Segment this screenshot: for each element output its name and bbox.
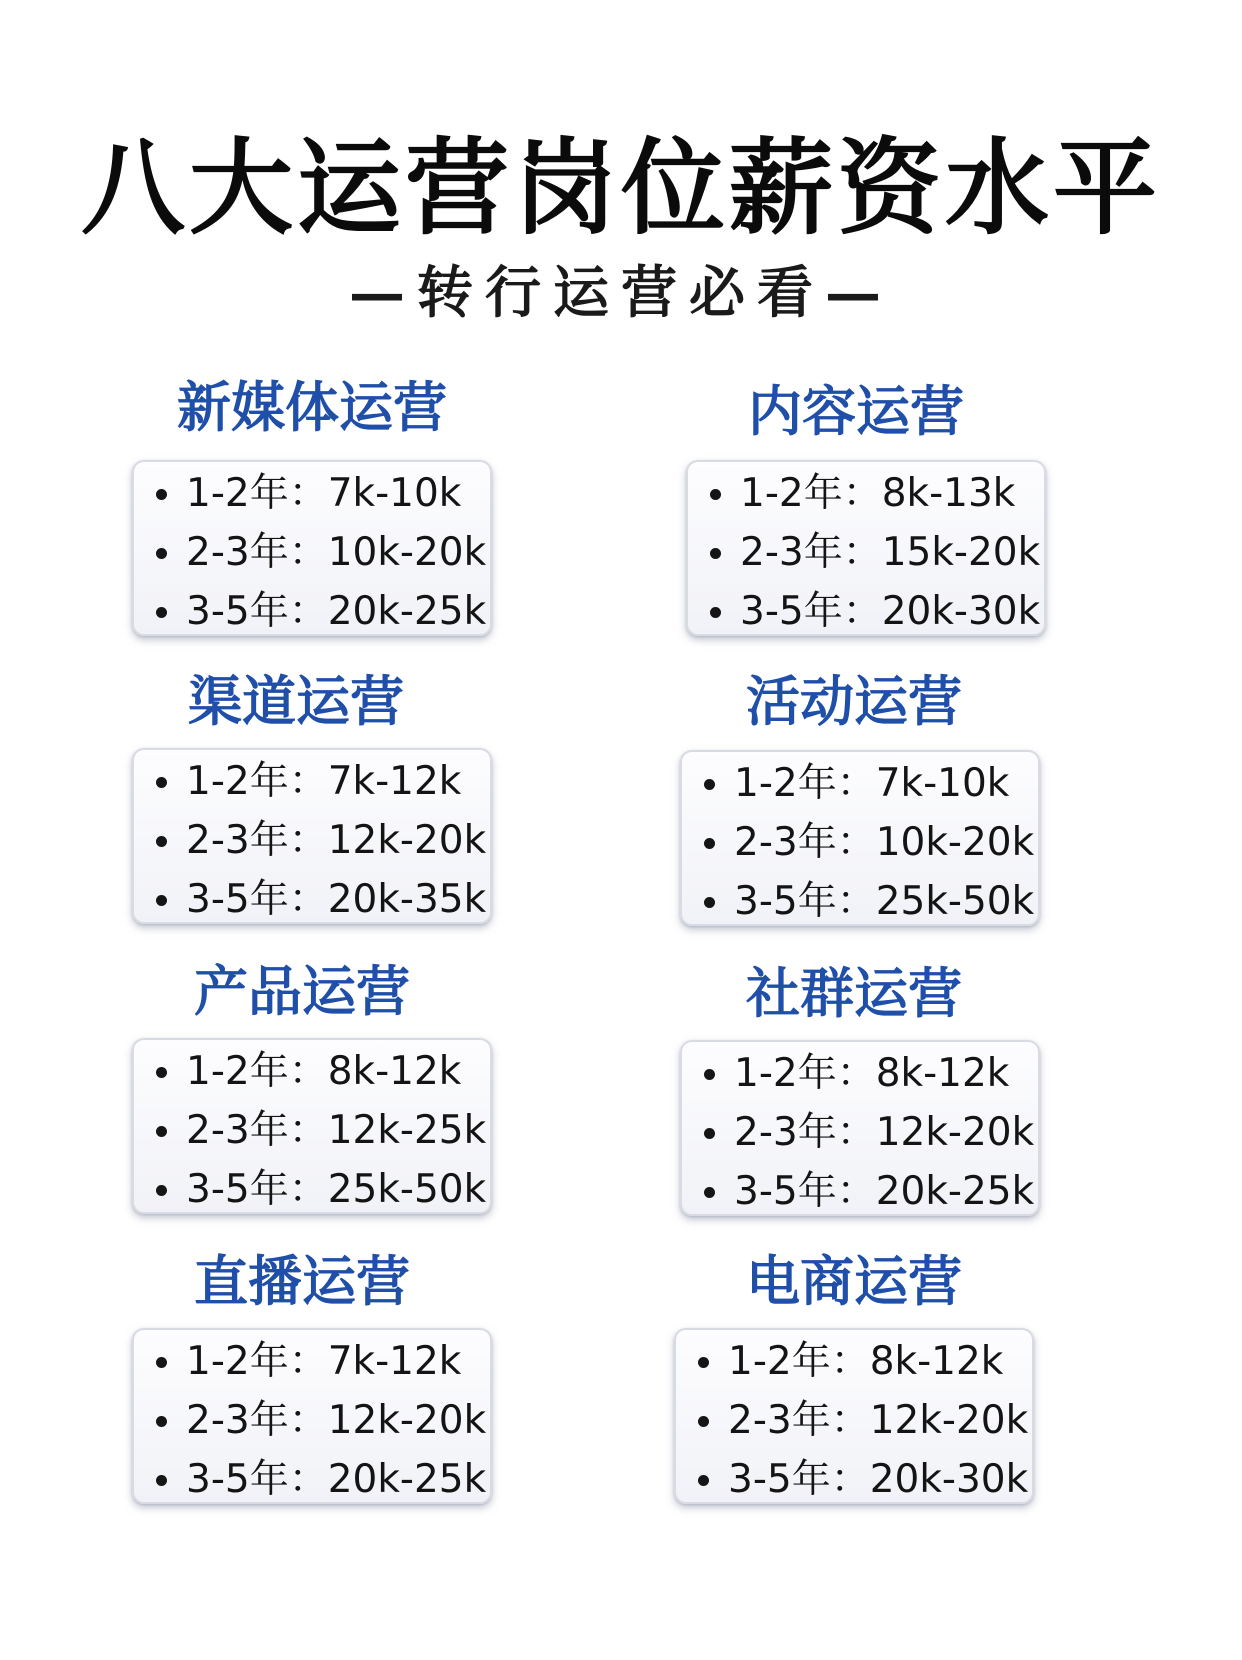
bullet-dot-icon: [156, 1475, 167, 1486]
salary-card-channel: 1-2年：7k-12k 2-3年：12k-20k 3-5年：20k-35k: [132, 748, 492, 924]
bullet-dot-icon: [156, 548, 167, 559]
role-title-livestream: 直播运营: [194, 1250, 410, 1313]
salary-card-livestream: 1-2年：7k-12k 2-3年：12k-20k 3-5年：20k-25k: [132, 1328, 492, 1504]
bullet-dot-icon: [698, 1357, 709, 1368]
bullet-dot-icon: [156, 1126, 167, 1137]
bullet-dot-icon: [156, 895, 167, 906]
page-title: 八大运营岗位薪资水平: [80, 127, 1161, 249]
bullet-dot-icon: [704, 897, 715, 908]
salary-card-activity: 1-2年：7k-10k 2-3年：10k-20k 3-5年：25k-50k: [680, 750, 1040, 926]
salary-card-community: 1-2年：8k-12k 2-3年：12k-20k 3-5年：20k-25k: [680, 1040, 1040, 1216]
bullet-dot-icon: [698, 1416, 709, 1427]
bullet-dot-icon: [704, 1069, 715, 1080]
bullet-dot-icon: [156, 489, 167, 500]
bullet-dot-icon: [156, 836, 167, 847]
role-title-community: 社群运营: [746, 962, 962, 1025]
bullet-dot-icon: [704, 1128, 715, 1139]
bullet-dot-icon: [704, 838, 715, 849]
bullet-dot-icon: [156, 1185, 167, 1196]
salary-card-product: 1-2年：8k-12k 2-3年：12k-25k 3-5年：25k-50k: [132, 1038, 492, 1214]
bullet-dot-icon: [710, 548, 721, 559]
bullet-dot-icon: [156, 607, 167, 618]
bullet-dot-icon: [710, 489, 721, 500]
salary-card-ecommerce: 1-2年：8k-12k 2-3年：12k-20k 3-5年：20k-30k: [674, 1328, 1034, 1504]
role-title-channel: 渠道运营: [188, 670, 404, 733]
role-title-content: 内容运营: [748, 380, 964, 443]
page-subtitle: —转行运营必看—: [349, 260, 893, 326]
bullet-dot-icon: [156, 1357, 167, 1368]
bullet-dot-icon: [698, 1475, 709, 1486]
bullet-dot-icon: [156, 777, 167, 788]
role-title-activity: 活动运营: [746, 670, 962, 733]
bullet-dot-icon: [704, 779, 715, 790]
salary-card-content: 1-2年：8k-13k 2-3年：15k-20k 3-5年：20k-30k: [686, 460, 1046, 636]
bullet-dot-icon: [156, 1416, 167, 1427]
role-title-new-media: 新媒体运营: [177, 376, 447, 439]
bullet-dot-icon: [710, 607, 721, 618]
salary-card-new-media: 1-2年：7k-10k 2-3年：10k-20k 3-5年：20k-25k: [132, 460, 492, 636]
role-title-ecommerce: 电商运营: [746, 1250, 962, 1313]
bullet-dot-icon: [704, 1187, 715, 1198]
bullet-dot-icon: [156, 1067, 167, 1078]
role-title-product: 产品运营: [194, 960, 410, 1023]
